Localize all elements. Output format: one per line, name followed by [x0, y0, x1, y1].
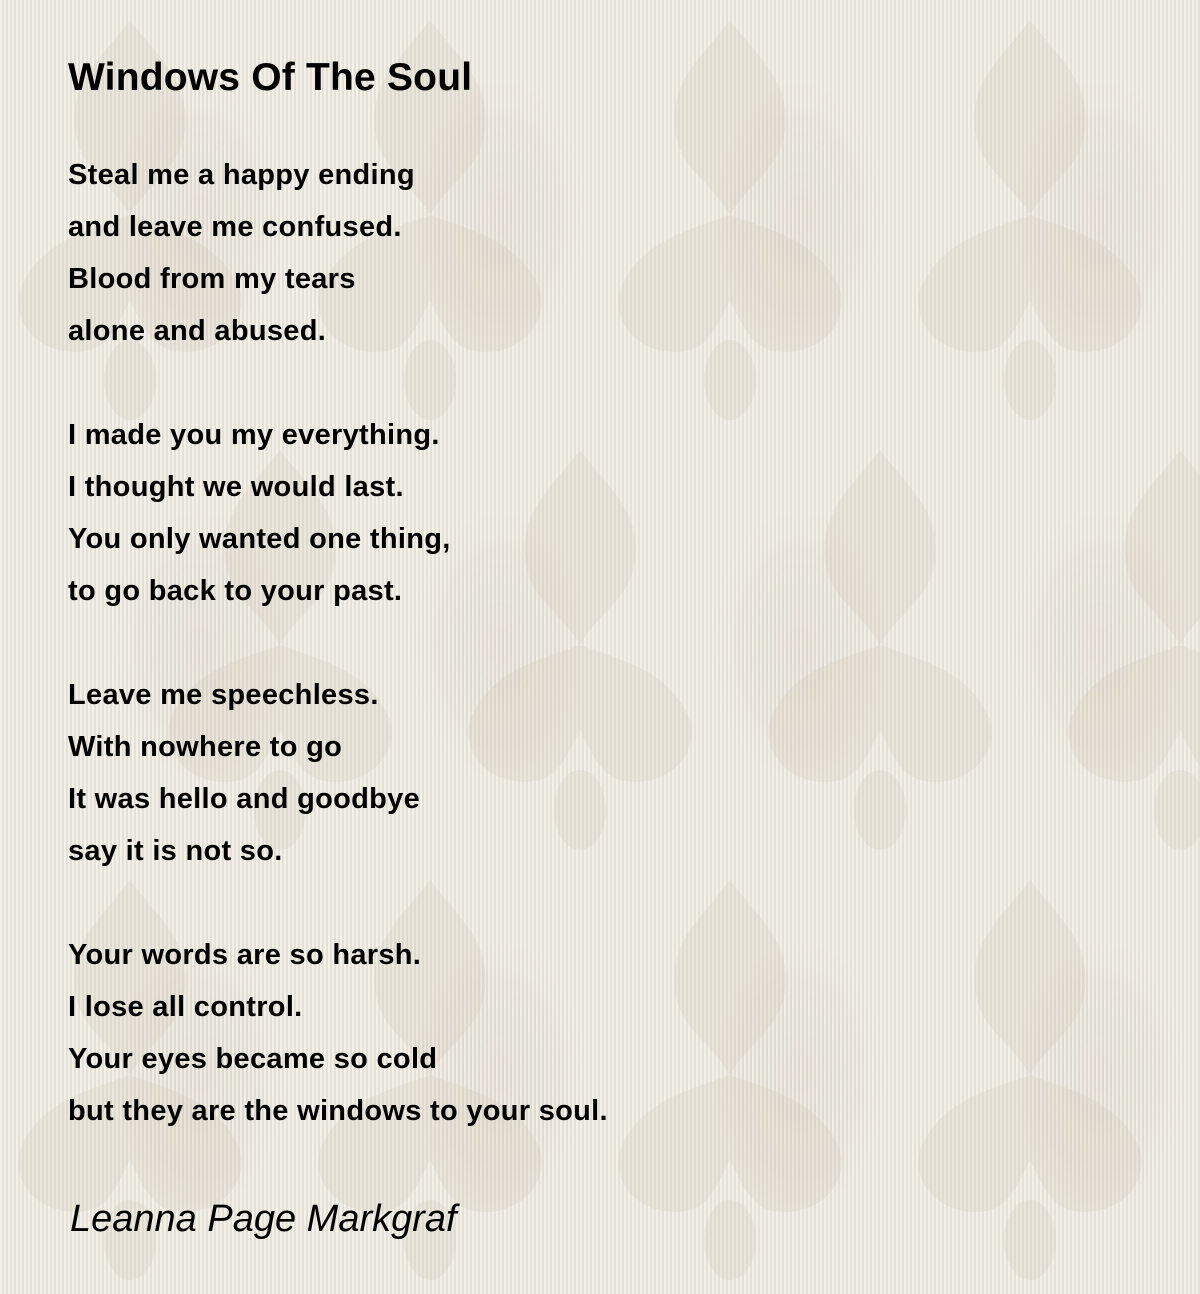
poem-line: Your words are so harsh.: [68, 939, 422, 971]
poem-line: Blood from my tears: [68, 263, 356, 295]
poem-stanza-3: [68, 669, 420, 877]
poem-line: Leave me speechless.: [68, 679, 379, 711]
poem-line: to go back to your past.: [68, 575, 403, 607]
poem-line: but they are the windows to your soul.: [68, 1095, 608, 1127]
poem-title: Windows Of The Soul: [68, 56, 473, 99]
poem-line: I made you my everything.: [68, 419, 440, 451]
poem-author: Leanna Page Markgraf: [70, 1198, 457, 1240]
poem-stanza-4: [68, 929, 608, 1137]
poem-line: Steal me a happy ending: [68, 159, 415, 191]
poem-line: Your eyes became so cold: [68, 1043, 438, 1075]
poem-stanza-1: [68, 149, 415, 357]
poem-stanza-2: [68, 409, 451, 617]
poem-line: I thought we would last.: [68, 471, 404, 503]
poem-line: It was hello and goodbye: [68, 783, 421, 815]
poem-line: With nowhere to go: [68, 731, 343, 763]
poem-line: and leave me confused.: [68, 211, 402, 243]
poem-line: I lose all control.: [68, 991, 303, 1023]
poem-line: alone and abused.: [68, 315, 327, 347]
poem-line: You only wanted one thing,: [68, 523, 451, 555]
poem-line: say it is not so.: [68, 835, 283, 867]
